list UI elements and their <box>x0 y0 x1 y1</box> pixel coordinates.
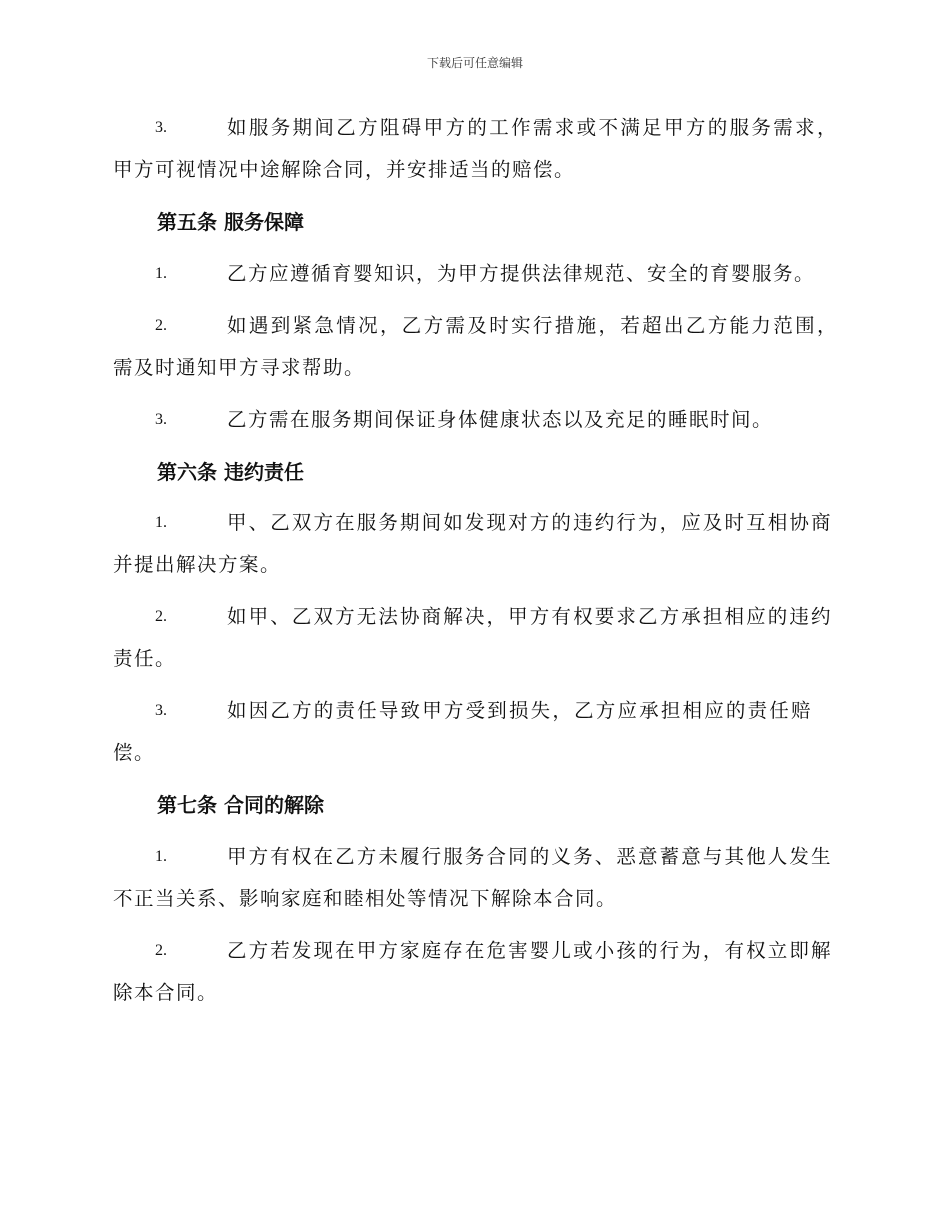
item-text-first-line: 乙方若发现在甲方家庭存在危害婴儿或小孩的行为，有权立即解 <box>227 939 832 962</box>
article-heading: 第六条 违约责任 <box>157 460 304 484</box>
item-text-first-line: 乙方需在服务期间保证身体健康状态以及充足的睡眠时间。 <box>227 408 774 431</box>
item-text-first-line: 如因乙方的责任导致甲方受到损失，乙方应承担相应的责任赔 <box>227 699 812 722</box>
item-number: 3. <box>155 119 167 136</box>
item-text-continuation: 并提出解决方案。 <box>113 553 282 576</box>
item-text-continuation: 除本合同。 <box>113 981 219 1004</box>
item-text-continuation: 责任。 <box>113 647 177 670</box>
item-number: 1. <box>155 265 167 282</box>
item-text-first-line: 甲、乙双方在服务期间如发现对方的违约行为，应及时互相协商 <box>227 511 832 534</box>
page-header: 下载后可任意编辑 <box>426 56 523 70</box>
article-heading: 第五条 服务保障 <box>157 210 304 234</box>
item-text-first-line: 如甲、乙双方无法协商解决，甲方有权要求乙方承担相应的违约 <box>227 605 832 628</box>
item-number: 2. <box>155 608 167 625</box>
item-number: 2. <box>155 317 167 334</box>
item-text-continuation: 甲方可视情况中途解除合同，并安排适当的赔偿。 <box>113 158 576 181</box>
item-number: 1. <box>155 514 167 531</box>
article-heading: 第七条 合同的解除 <box>157 793 324 817</box>
item-text-first-line: 乙方应遵循育婴知识，为甲方提供法律规范、安全的育婴服务。 <box>227 262 816 285</box>
item-text-continuation: 偿。 <box>113 741 156 764</box>
item-text-continuation: 需及时通知甲方寻求帮助。 <box>113 356 366 379</box>
item-number: 3. <box>155 702 167 719</box>
item-text-first-line: 甲方有权在乙方未履行服务合同的义务、恶意蓄意与其他人发生 <box>227 845 832 868</box>
item-text-first-line: 如遇到紧急情况，乙方需及时实行措施，若超出乙方能力范围， <box>227 314 838 337</box>
item-number: 2. <box>155 942 167 959</box>
item-text-first-line: 如服务期间乙方阻碍甲方的工作需求或不满足甲方的服务需求， <box>227 116 838 139</box>
item-number: 3. <box>155 411 167 428</box>
item-text-continuation: 不正当关系、影响家庭和睦相处等情况下解除本合同。 <box>113 887 618 910</box>
item-number: 1. <box>155 848 167 865</box>
